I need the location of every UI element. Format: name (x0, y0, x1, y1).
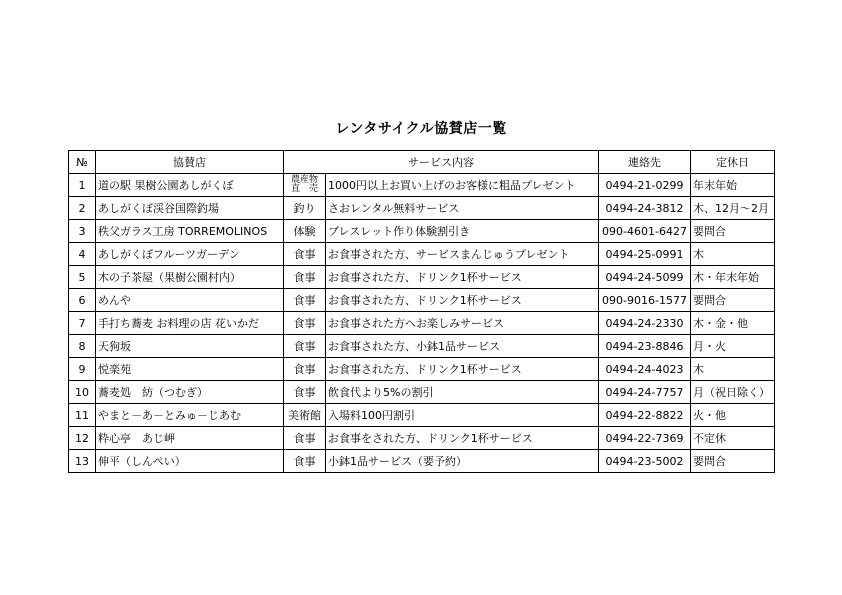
closed-days: 木 (691, 243, 775, 266)
shop-name: あしがくぼ渓谷国際釣場 (96, 197, 284, 220)
closed-days: 木・年末年始 (691, 266, 775, 289)
shop-name: やまと－あ－とみゅ－じあむ (96, 404, 284, 427)
service-category: 美術館 (284, 404, 326, 427)
service-description: お食事された方、小鉢1品サービス (326, 335, 599, 358)
phone-number: 0494-22-7369 (599, 427, 691, 450)
phone-number: 090-9016-1577 (599, 289, 691, 312)
closed-days: 月・火 (691, 335, 775, 358)
service-category: 食事 (284, 243, 326, 266)
table-row (69, 289, 775, 312)
service-description: 入場料100円割引 (326, 404, 599, 427)
service-description: お食事をされた方、ドリンク1杯サービス (326, 427, 599, 450)
phone-number: 090-4601-6427 (599, 220, 691, 243)
header-shop: 協賛店 (96, 151, 284, 174)
table-row (69, 427, 775, 450)
table-row (69, 312, 775, 335)
service-description: 小鉢1品サービス（要予約） (326, 450, 599, 473)
category-line: 農産物 (290, 175, 318, 185)
service-description: さおレンタル無料サービス (326, 197, 599, 220)
service-description: お食事された方、ドリンク1杯サービス (326, 266, 599, 289)
shop-name: 手打ち蕎麦 お料理の店 花いかだ (96, 312, 284, 335)
service-category: 食事 (284, 312, 326, 335)
row-number: 13 (69, 450, 96, 473)
service-category: 食事 (284, 358, 326, 381)
header-service: サービス内容 (284, 151, 599, 174)
row-number: 1 (69, 174, 96, 197)
closed-days: 木・金・他 (691, 312, 775, 335)
category-line: 直 売 (290, 184, 318, 194)
service-description: 飲食代より5%の割引 (326, 381, 599, 404)
shop-name: 道の駅 果樹公園あしがくぼ (96, 174, 284, 197)
row-number: 2 (69, 197, 96, 220)
row-number: 6 (69, 289, 96, 312)
closed-days: 要問合 (691, 450, 775, 473)
page-title: レンタサイクル協賛店一覧 (335, 121, 507, 137)
closed-days: 木、12月～2月 (691, 197, 775, 220)
header-no: № (69, 151, 96, 174)
row-number: 9 (69, 358, 96, 381)
service-description: お食事された方、ドリンク1杯サービス (326, 289, 599, 312)
shop-name: 悦楽苑 (96, 358, 284, 381)
service-category: 体験 (284, 220, 326, 243)
shop-name: 天狗坂 (96, 335, 284, 358)
service-category: 食事 (284, 266, 326, 289)
table-row (69, 450, 775, 473)
phone-number: 0494-24-3812 (599, 197, 691, 220)
table-row (69, 266, 775, 289)
phone-number: 0494-24-5099 (599, 266, 691, 289)
phone-number: 0494-24-7757 (599, 381, 691, 404)
closed-days: 不定休 (691, 427, 775, 450)
row-number: 7 (69, 312, 96, 335)
table-row (69, 197, 775, 220)
table-row (69, 404, 775, 427)
service-description: 1000円以上お買い上げのお客様に粗品プレゼント (326, 174, 599, 197)
shop-name: めんや (96, 289, 284, 312)
service-category: 食事 (284, 335, 326, 358)
closed-days: 要問合 (691, 220, 775, 243)
service-category (284, 174, 326, 197)
service-category: 食事 (284, 450, 326, 473)
service-description: お食事された方へお楽しみサービス (326, 312, 599, 335)
phone-number: 0494-23-5002 (599, 450, 691, 473)
table-row (69, 220, 775, 243)
table-row (69, 358, 775, 381)
shop-name: 粋心亭 あじ岬 (96, 427, 284, 450)
service-description: お食事された方、ドリンク1杯サービス (326, 358, 599, 381)
row-number: 11 (69, 404, 96, 427)
table-row (69, 335, 775, 358)
header-holiday: 定休日 (691, 151, 775, 174)
sponsor-table (68, 150, 775, 473)
service-description: ブレスレット作り体験割引き (326, 220, 599, 243)
table-row (69, 381, 775, 404)
row-number: 8 (69, 335, 96, 358)
service-category: 食事 (284, 289, 326, 312)
table-row (69, 243, 775, 266)
row-number: 4 (69, 243, 96, 266)
service-description: お食事された方、サービスまんじゅうプレゼント (326, 243, 599, 266)
shop-name: 蕎麦処 紡（つむぎ） (96, 381, 284, 404)
phone-number: 0494-22-8822 (599, 404, 691, 427)
phone-number: 0494-24-4023 (599, 358, 691, 381)
closed-days: 年末年始 (691, 174, 775, 197)
phone-number: 0494-24-2330 (599, 312, 691, 335)
row-number: 5 (69, 266, 96, 289)
shop-name: あしがくぼフルーツガーデン (96, 243, 284, 266)
closed-days: 木 (691, 358, 775, 381)
shop-name: 秩父ガラス工房 TORREMOLINOS (96, 220, 284, 243)
phone-number: 0494-23-8846 (599, 335, 691, 358)
phone-number: 0494-21-0299 (599, 174, 691, 197)
row-number: 10 (69, 381, 96, 404)
category-stacked-label (291, 176, 318, 194)
row-number: 12 (69, 427, 96, 450)
closed-days: 火・他 (691, 404, 775, 427)
service-category: 食事 (284, 381, 326, 404)
shop-name: 伸平（しんぺい） (96, 450, 284, 473)
closed-days: 月（祝日除く） (691, 381, 775, 404)
service-category: 食事 (284, 427, 326, 450)
service-category: 釣り (284, 197, 326, 220)
table-row (69, 174, 775, 197)
phone-number: 0494-25-0991 (599, 243, 691, 266)
closed-days: 要問合 (691, 289, 775, 312)
shop-name: 木の子茶屋（果樹公園村内） (96, 266, 284, 289)
row-number: 3 (69, 220, 96, 243)
table-header-row (69, 151, 775, 174)
header-contact: 連絡先 (599, 151, 691, 174)
